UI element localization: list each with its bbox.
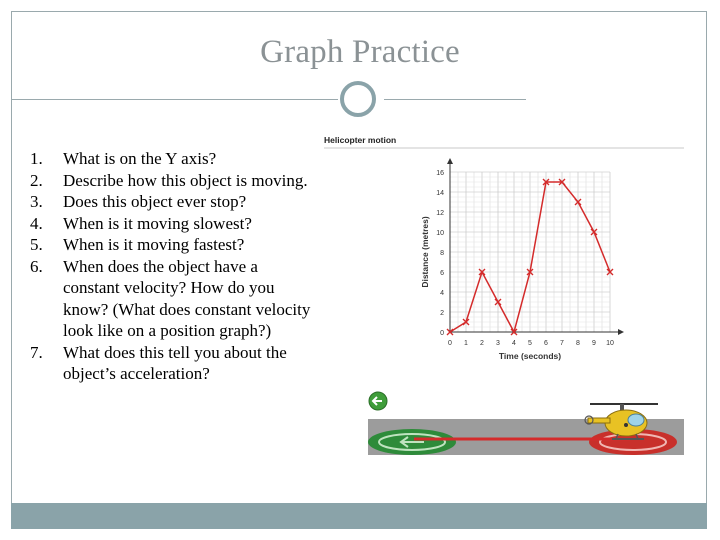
y-tick-label: 0 xyxy=(440,330,444,337)
question-number: 7. xyxy=(30,342,43,362)
question-number: 2. xyxy=(30,170,43,190)
y-tick-label: 6 xyxy=(440,270,444,277)
slide-title: Graph Practice xyxy=(260,34,460,70)
x-tick-label: 1 xyxy=(464,340,468,347)
y-tick-labels xyxy=(436,170,444,337)
y-tick-label: 14 xyxy=(436,190,444,197)
chart-axes xyxy=(447,158,624,335)
question-item xyxy=(30,148,312,170)
x-axis-arrow-icon xyxy=(618,329,624,335)
question-number: 5. xyxy=(30,235,43,254)
question-item xyxy=(30,170,312,192)
x-tick-label: 5 xyxy=(528,340,532,347)
chart-grid xyxy=(450,172,610,332)
question-number: 3. xyxy=(30,192,43,211)
question-item xyxy=(30,342,312,385)
y-tick-label: 12 xyxy=(436,210,444,217)
question-item xyxy=(30,234,312,256)
x-tick-label: 6 xyxy=(544,340,548,347)
x-tick-labels xyxy=(448,340,614,347)
y-tick-label: 2 xyxy=(440,310,444,317)
y-tick-label: 16 xyxy=(436,170,444,177)
question-number: 6. xyxy=(30,256,43,276)
helicopter-animation xyxy=(368,388,684,458)
x-tick-label: 7 xyxy=(560,340,564,347)
back-arrow-button[interactable] xyxy=(369,392,387,410)
x-axis-label: Time (seconds) xyxy=(498,351,562,361)
x-tick-label: 10 xyxy=(606,340,614,347)
question-text: Describe how this object is moving. xyxy=(63,170,308,190)
x-tick-label: 2 xyxy=(480,340,484,347)
y-tick-label: 8 xyxy=(440,250,444,257)
question-text: When is it moving slowest? xyxy=(63,213,252,233)
x-tick-label: 3 xyxy=(496,340,500,347)
question-text: When does the object have a constant velocity? How do you know? (What does constant velocity look like on a position graph?) xyxy=(63,256,311,340)
y-tick-label: 4 xyxy=(440,290,444,297)
helicopter-motion-graph xyxy=(320,126,684,366)
chart-title: Helicopter motion xyxy=(324,135,397,145)
question-list xyxy=(30,148,312,385)
question-text: Does this object ever stop? xyxy=(63,192,247,211)
y-tick-label: 10 xyxy=(436,230,444,237)
x-tick-label: 4 xyxy=(512,340,516,347)
question-number: 4. xyxy=(30,213,43,233)
x-tick-label: 8 xyxy=(576,340,580,347)
slide-bottom-bar xyxy=(11,503,707,529)
question-text: What does this tell you about the object’s acceleration? xyxy=(63,342,287,383)
title-circle-ornament xyxy=(340,81,376,117)
title-divider-right xyxy=(384,99,526,100)
question-text: When is it moving fastest? xyxy=(63,235,245,254)
question-item xyxy=(30,191,312,213)
question-text: What is on the Y axis? xyxy=(63,149,217,168)
x-tick-label: 9 xyxy=(592,340,596,347)
title-divider-left xyxy=(12,99,338,100)
question-item xyxy=(30,256,312,342)
question-item xyxy=(30,213,312,235)
y-axis-arrow-icon xyxy=(447,158,453,164)
x-tick-label: 0 xyxy=(448,340,452,347)
question-number: 1. xyxy=(30,149,43,168)
y-axis-label: Distance (metres) xyxy=(420,216,430,288)
